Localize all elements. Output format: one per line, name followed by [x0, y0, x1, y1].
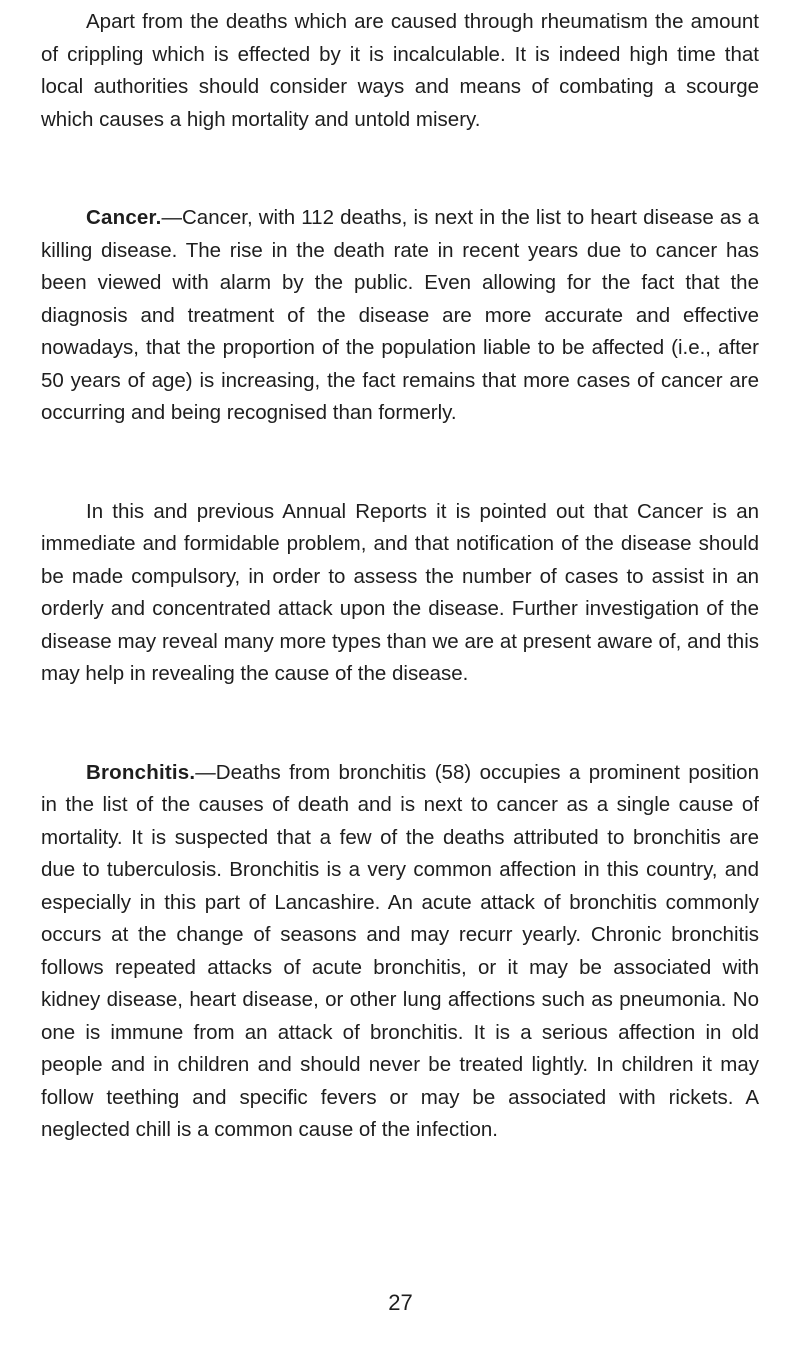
- section-heading-cancer: Cancer.: [86, 206, 162, 229]
- paragraph-text: In this and previous Annual Reports it is pointed out that Cancer is an immediate and formidable problem, and that notification of the disease should be made compulsory, in order to assess the number of cases to assist in an orderly and concentrated attack upon the disease. Further investigation of the disease may reveal many more types than we are at present aware of, and this may help in revealing the cause of the disease.: [41, 499, 759, 685]
- paragraph-bronchitis: [41, 757, 759, 1147]
- paragraph-rheumatism: [41, 6, 759, 136]
- paragraph-cancer-notification: [41, 496, 759, 691]
- paragraph-cancer: [41, 202, 759, 430]
- page-number: 27: [388, 1290, 413, 1315]
- section-heading-bronchitis: Bronchitis.: [86, 760, 196, 784]
- document-page: [41, 6, 759, 1147]
- paragraph-text: Apart from the deaths which are caused through rheumatism the amount of crippling which is effected by it is incalculable. It is indeed high time that local authorities should consider ways and means of combating a scourge which causes a high mortality and untold misery.: [41, 10, 759, 131]
- paragraph-text: —Deaths from bronchitis (58) occupies a prominent position in the list of the causes of death and is next to cancer as a single cause of mortality. It is suspected that a few of the deaths attributed to bronchitis are due to tuberculosis. Bronchitis is a very common affection in this country, and especially in this part of Lancashire. An acute attack of bronchitis commonly occurs at the change of seasons and may recurr yearly. Chronic bronchitis follows repeated attacks of acute bronchitis, or it may be associated with kidney disease, heart disease, or other lung affections such as pneumonia. No one is immune from an attack of bronchitis. It is a serious affection in old people and in children and should never be treated lightly. In children it may follow teething and specific fevers or may be associated with rickets. A neglected chill is a common cause of the infection.: [41, 760, 759, 1141]
- paragraph-text: —Cancer, with 112 deaths, is next in the list to heart disease as a killing disease. The rise in the death rate in recent years due to cancer has been viewed with alarm by the public. Even allowing for the fact that the diagnosis and treatment of the disease are more accurate and effective nowadays, that the proportion of the population liable to be affected (i.e., after 50 years of age) is increasing, the fact remains that more cases of cancer are occurring and being recognised than formerly.: [41, 206, 759, 424]
